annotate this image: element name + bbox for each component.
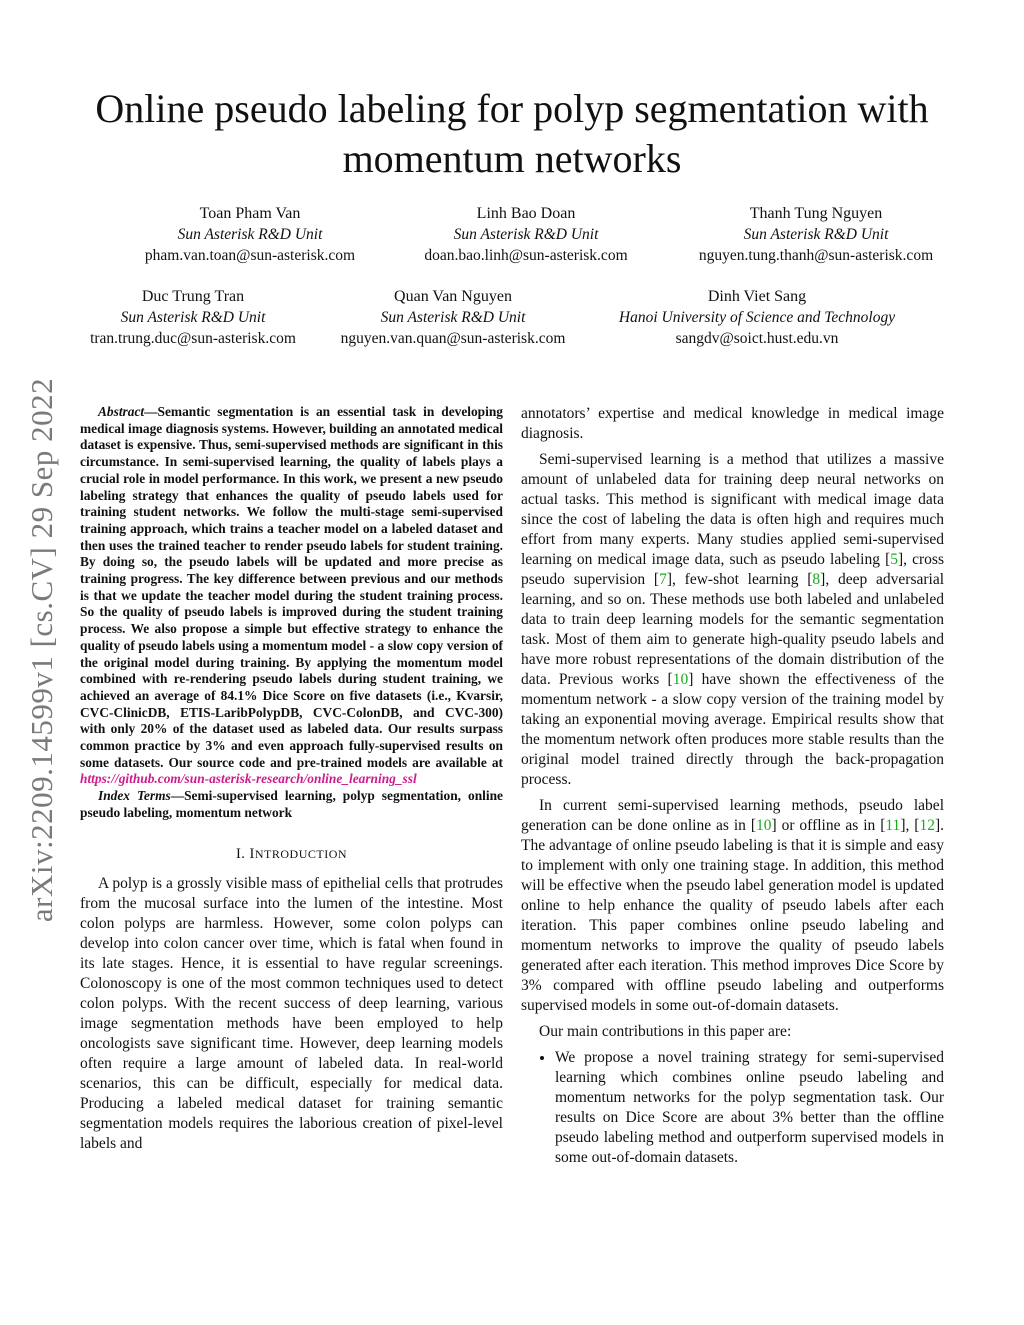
semi-supervised-paragraph: Semi-supervised learning is a method that utilizes a massive amount of unlabeled data for training deep neural networks on actual tasks. This method is significant with medical image data since the cost of labeling the data is often high and requires much effort from many experts. Many studies applied semi-supervised learning on medical image data, such as pseudo labeling [5], cross pseudo supervision [7], few-shot learning [8], deep adversarial learning, and so on. These methods use both labeled and unlabeled data to train deep learning models for the semantic segmentation task. Most of them aim to generate high-quality pseudo labels and have more robust representations of the domain distribution of the data. Previous works [10] have shown the effectiveness of the momentum network - a slow copy version of the training model by taking an exponential moving average. Empirical results show that the momentum network often produces more stable results than the original model trained directly through the back-propagation process.	[521, 451, 945, 788]
author-block	[303, 286, 603, 349]
author-name: Toan Pham Van	[199, 205, 301, 222]
author-name: Dinh Viet Sang	[707, 288, 807, 305]
author-block	[666, 203, 966, 266]
paper-title: Online pseudo labeling for polyp segmentation with momentum networks	[95, 86, 929, 181]
citation-link[interactable]: 10	[672, 671, 689, 688]
abstract-text: —Semantic segmentation is an essential task in developing medical image diagnosis systems. However, building an annotated medical dataset is expensive. Thus, semi-supervised methods are significant in this circumstance. In semi-supervised learning, the quality of labels plays a crucial role in model performance. In this work, we present a new pseudo labeling strategy that enhances the quality of pseudo labels used for training student networks. We follow the multi-stage semi-supervised training approach, which trains a teacher model on a labeled dataset and then uses the trained teacher to render pseudo labels for student training. By doing so, the pseudo labels will be updated and more precise as training progress. The key difference between previous and our methods is that we update the teacher model during the student training process. So the quality of pseudo labels is improved during the student training process. We also propose a simple but effective strategy to enhance the quality of pseudo labels using a momentum model - a slow copy version of the original model during training. By applying the momentum model combined with re-rendering pseudo labels during student training, we achieved an average of 84.1% Dice Score on five datasets (i.e., Kvarsir, CVC-ClinicDB, ETIS-LaribPolypDB, CVC-ColonDB, and CVC-300) with only 20% of the dataset used as labeled data. Our results surpass common practice by 3% and even approach fully-supervised results on some datasets. Our source code and pre-trained models are available at	[80, 404, 503, 770]
author-email: tran.trung.duc@sun-asterisk.com	[90, 330, 296, 347]
abstract	[80, 404, 503, 788]
contributions-list	[521, 1048, 944, 1168]
author-affiliation: Sun Asterisk R&D Unit	[177, 226, 323, 243]
arxiv-sidebar	[12, 350, 72, 950]
list-item: • We propose a novel training strategy for semi-supervised learning which combines online pseudo labeling and momentum networks for the polyp segmentation task. Our results on Dice Score are about 3% better than the offline pseudo labeling method and outperform supervised models in some out-of-domain datasets.	[555, 1048, 944, 1168]
author-email: doan.bao.linh@sun-asterisk.com	[424, 247, 628, 264]
contributions-intro: Our main contributions in this paper are:	[539, 1023, 792, 1040]
citation-link[interactable]: 7	[659, 571, 667, 588]
arxiv-identifier: arXiv:2209.14599v1 [cs.CV] 29 Sep 2022	[24, 377, 59, 923]
index-terms-label: Index Terms	[98, 788, 171, 804]
citation-link[interactable]: 5	[890, 551, 898, 568]
author-name: Thanh Tung Nguyen	[749, 205, 883, 222]
author-email: pham.van.toan@sun-asterisk.com	[144, 247, 356, 264]
pseudo-label-paragraph: In current semi-supervised learning methods, pseudo label generation can be done online as in [10] or offline as in [11], [12]. The advantage of online pseudo labeling is that it is simple and easy to implement with only one training stage. In addition, this method will be effective when the pseudo label generation model is updated online to help enhance the quality of pseudo labels after each iteration. This paper combines online pseudo labeling and momentum networks to improve the quality of pseudo labels generated after each iteration. This method improves Dice Score by 3% compared with offline pseudo labeling and outperforms supervised models in some out-of-domain datasets.	[521, 797, 944, 1014]
index-terms-text: —Semi-supervised learning, polyp segmentation, online pseudo labeling, momentum network	[80, 788, 503, 820]
left-column	[80, 404, 503, 1160]
author-email: nguyen.tung.thanh@sun-asterisk.com	[698, 247, 934, 264]
author-affiliation: Sun Asterisk R&D Unit	[120, 309, 266, 326]
author-affiliation: Sun Asterisk R&D Unit	[743, 226, 889, 243]
index-terms	[80, 788, 503, 821]
author-name: Quan Van Nguyen	[394, 288, 512, 305]
citation-link[interactable]: 8	[812, 571, 821, 588]
author-name: Linh Bao Doan	[476, 205, 576, 222]
abstract-label: Abstract	[98, 404, 145, 419]
author-email: nguyen.van.quan@sun-asterisk.com	[340, 330, 566, 347]
author-name: Duc Trung Tran	[141, 288, 245, 305]
author-affiliation: Sun Asterisk R&D Unit	[453, 226, 599, 243]
author-email: sangdv@soict.hust.edu.vn	[675, 330, 839, 347]
citation-link[interactable]: 12	[919, 817, 935, 834]
citation-link[interactable]: 10	[756, 817, 772, 834]
author-affiliation: Sun Asterisk R&D Unit	[380, 309, 526, 326]
intro-paragraph: A polyp is a grossly visible mass of epithelial cells that protrudes from the mucosal surface into the lumen of the intestine. Most colon polyps are harmless. However, some colon polyps can develop into colon cancer over time, which is fatal when found in its late stages. Hence, it is essential to have regular screenings. Colonoscopy is one of the most common techniques used to detect colon polyps. With the recent success of deep learning, various image segmentation methods have been employed to help oncologists save significant time. However, deep learning models often require a large amount of labeled data. In real-world scenarios, this can be difficult, especially for medical data. Producing a labeled medical dataset for training semantic segmentation models requires the laborious creation of pixel-level labels and	[80, 874, 503, 1152]
author-affiliation: Hanoi University of Science and Technology	[618, 309, 896, 326]
continued-paragraph: annotators’ expertise and medical knowledge in medical image diagnosis.	[521, 405, 944, 442]
author-block	[100, 203, 400, 266]
right-column	[521, 404, 944, 1168]
author-block	[43, 286, 343, 349]
author-block	[592, 286, 922, 349]
source-code-link[interactable]: https://github.com/sun-asterisk-research/online_learning_ssl	[80, 771, 417, 787]
section-heading: I. INTRODUCTION	[235, 845, 348, 862]
author-block	[376, 203, 676, 266]
citation-link[interactable]: 11	[885, 817, 901, 834]
